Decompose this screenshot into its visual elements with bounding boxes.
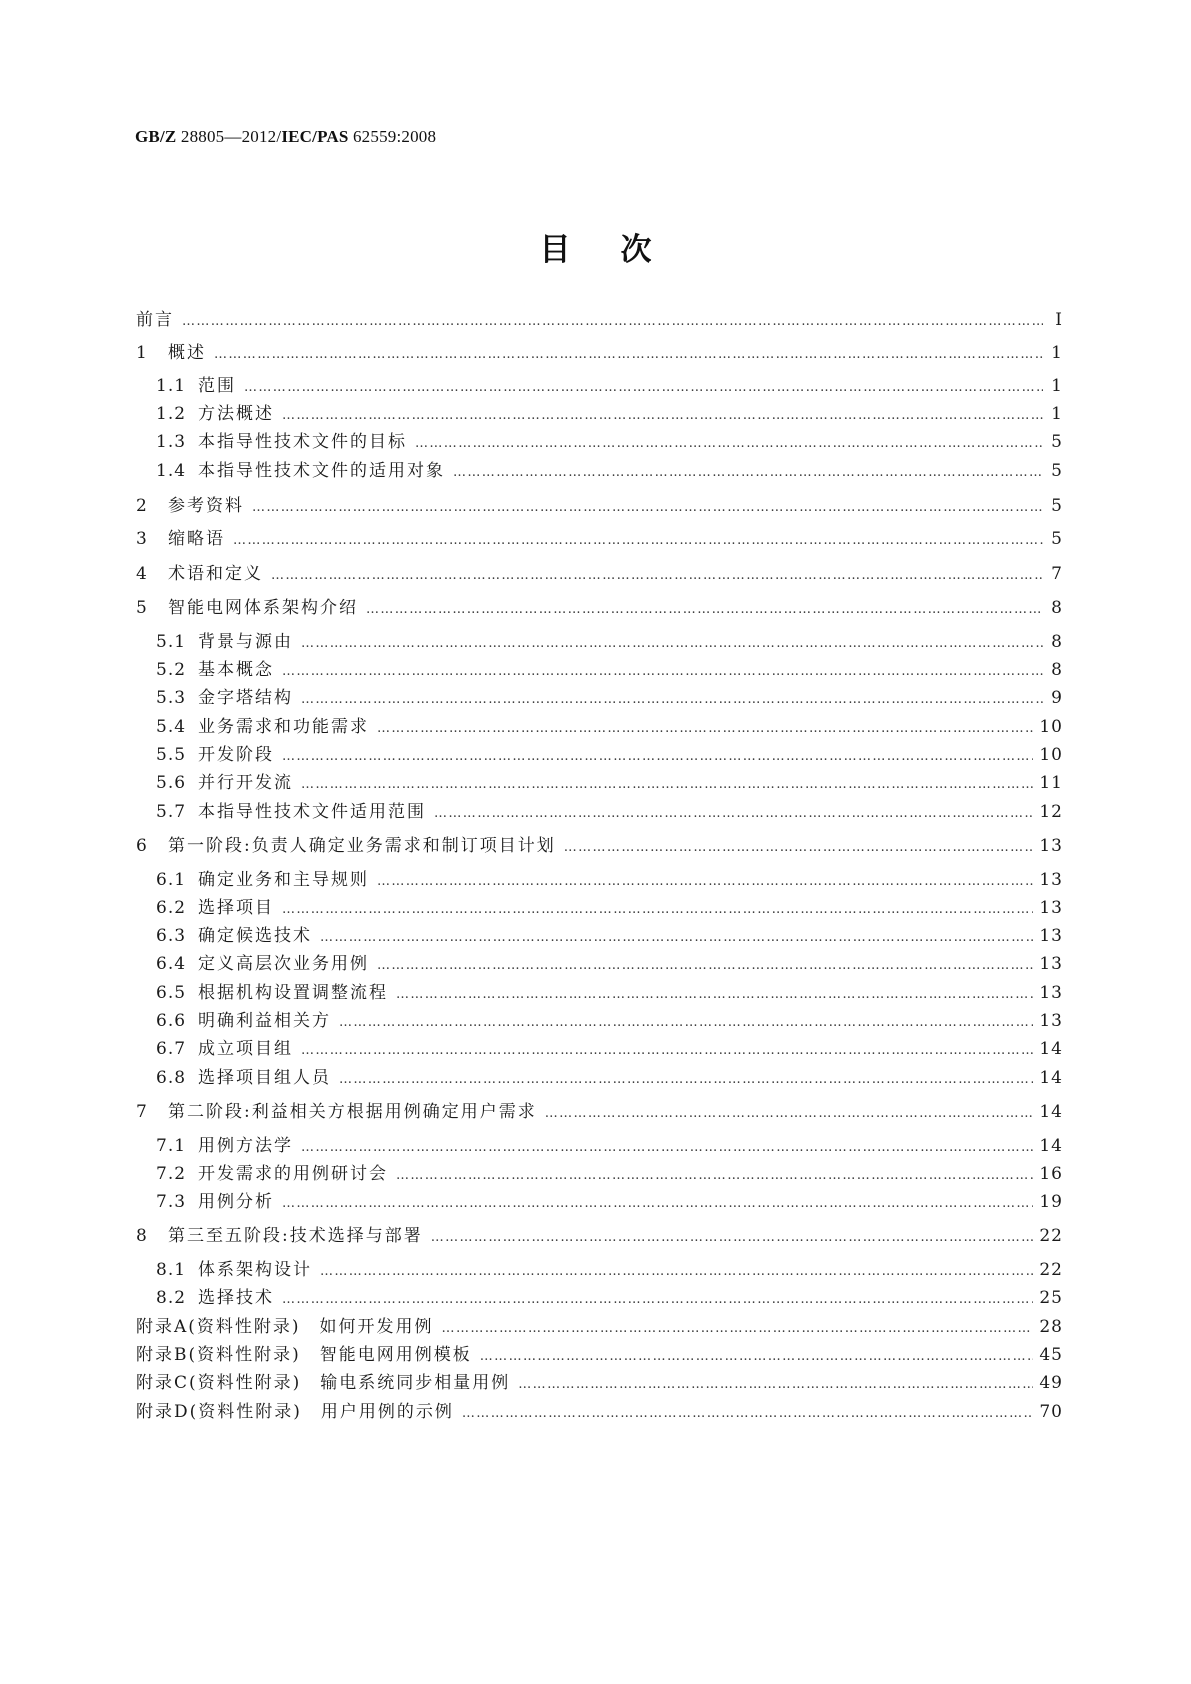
dot-leader [320, 1260, 1033, 1284]
toc-entry-page: 7 [1051, 564, 1063, 584]
toc-entry-number: 5.1 [156, 632, 187, 652]
toc-entry-number: 8 [136, 1226, 148, 1246]
toc-entry[interactable] [136, 1315, 1063, 1339]
toc-entry-title: 本指导性技术文件的适用对象 [198, 461, 445, 481]
toc-entry-page: 10 [1039, 745, 1063, 765]
toc-entry-page: 25 [1039, 1288, 1063, 1308]
dot-leader [301, 688, 1043, 712]
dot-leader [252, 496, 1043, 520]
toc-entry-number: 4 [136, 564, 148, 584]
toc-entry-number: 2 [136, 496, 148, 516]
toc-entry-title: 确定业务和主导规则 [198, 870, 369, 890]
toc-entry[interactable] [136, 1190, 1063, 1214]
toc-entry[interactable] [136, 868, 1063, 892]
dot-leader [415, 432, 1043, 456]
toc-entry-page: 22 [1039, 1260, 1063, 1280]
dot-leader [377, 717, 1033, 741]
toc-entry-title: 根据机构设置调整流程 [198, 983, 388, 1003]
toc-entry[interactable] [136, 527, 1063, 551]
toc-entry-title: 定义高层次业务用例 [198, 954, 369, 974]
toc-entry[interactable] [136, 1100, 1063, 1124]
toc-entry-page: 1 [1051, 343, 1063, 363]
toc-entry-page: 1 [1051, 376, 1063, 396]
toc-entry-number: 7.1 [156, 1136, 187, 1156]
toc-entry[interactable] [136, 1371, 1063, 1395]
toc-entry-page: 5 [1051, 529, 1063, 549]
toc-entry-number: 7 [136, 1102, 148, 1122]
toc-entry-title: 智能电网体系架构介绍 [168, 598, 358, 618]
toc-entry-page: Ⅰ [1055, 310, 1063, 330]
toc-entry-page: 8 [1051, 598, 1063, 618]
toc-entry[interactable] [136, 562, 1063, 586]
toc-entry[interactable] [136, 834, 1063, 858]
dot-leader [518, 1373, 1033, 1397]
dot-leader [462, 1402, 1033, 1426]
toc-entry-page: 5 [1051, 461, 1063, 481]
toc-entry-page: 13 [1039, 983, 1063, 1003]
toc-entry-number: 7.3 [156, 1192, 187, 1212]
toc-entry-title: 附录D(资料性附录) 用户用例的示例 [136, 1402, 454, 1422]
toc-entry-page: 1 [1051, 404, 1063, 424]
toc-entry[interactable] [136, 743, 1063, 767]
doc-code-iec: IEC/PAS [281, 127, 349, 146]
toc-entry-number: 5.5 [156, 745, 187, 765]
toc-entry-number: 8.2 [156, 1288, 187, 1308]
toc-entry-title: 并行开发流 [198, 773, 293, 793]
dot-leader [434, 802, 1033, 826]
page-title [0, 226, 1191, 266]
toc-entry-number: 6 [136, 836, 148, 856]
toc-entry-title: 金字塔结构 [198, 688, 293, 708]
dot-leader [339, 1011, 1033, 1035]
dot-leader [480, 1345, 1034, 1369]
toc-entry[interactable] [136, 308, 1063, 332]
toc-entry-number: 5 [136, 598, 148, 618]
toc-entry-page: 10 [1039, 717, 1063, 737]
toc-entry-page: 22 [1039, 1226, 1063, 1246]
toc-entry[interactable] [136, 896, 1063, 920]
toc-entry-number: 6.7 [156, 1039, 187, 1059]
toc-entry-title: 本指导性技术文件的目标 [198, 432, 407, 452]
toc-entry-title: 第一阶段:负责人确定业务需求和制订项目计划 [168, 836, 556, 856]
toc-entry-number: 5.6 [156, 773, 187, 793]
toc-entry-page: 49 [1039, 1373, 1063, 1393]
toc-entry-number: 7.2 [156, 1164, 187, 1184]
toc-entry-title: 开发需求的用例研讨会 [198, 1164, 388, 1184]
dot-leader [282, 404, 1043, 428]
toc-entry-number: 6.3 [156, 926, 187, 946]
toc-entry-page: 13 [1039, 926, 1063, 946]
dot-leader [339, 1068, 1033, 1092]
toc-entry-title: 范围 [198, 376, 236, 396]
toc-entry-number: 6.8 [156, 1068, 187, 1088]
toc-entry[interactable] [136, 430, 1063, 454]
toc-entry-number: 8.1 [156, 1260, 187, 1280]
toc-entry-number: 6.6 [156, 1011, 187, 1031]
dot-leader [271, 564, 1043, 588]
toc-entry-title: 体系架构设计 [198, 1260, 312, 1280]
toc-entry-title: 背景与源由 [198, 632, 293, 652]
dot-leader [453, 461, 1043, 485]
toc-entry-number: 5.4 [156, 717, 187, 737]
toc-entry-page: 11 [1039, 773, 1063, 793]
toc-entry[interactable] [136, 494, 1063, 518]
toc-entry-number: 1.3 [156, 432, 187, 452]
toc-entry-page: 13 [1039, 954, 1063, 974]
toc-entry-title: 选择技术 [198, 1288, 274, 1308]
toc-entry-title: 明确利益相关方 [198, 1011, 331, 1031]
toc-entry-number: 1.4 [156, 461, 187, 481]
toc-entry-page: 12 [1039, 802, 1063, 822]
dot-leader [301, 1136, 1033, 1160]
toc-entry-page: 8 [1051, 660, 1063, 680]
dot-leader [282, 660, 1043, 684]
toc-entry-title: 附录C(资料性附录) 输电系统同步相量用例 [136, 1373, 511, 1393]
toc-entry[interactable] [136, 658, 1063, 682]
dot-leader [233, 529, 1043, 553]
doc-code-iec-number: 62559:2008 [348, 127, 437, 146]
toc-entry-title: 方法概述 [198, 404, 274, 424]
toc-entry[interactable] [136, 402, 1063, 426]
toc-entry-title: 附录B(资料性附录) 智能电网用例模板 [136, 1345, 472, 1365]
toc-entry[interactable] [136, 981, 1063, 1005]
toc-entry-page: 5 [1051, 496, 1063, 516]
toc-entry-number: 5.3 [156, 688, 187, 708]
dot-leader [282, 898, 1033, 922]
toc-entry[interactable] [136, 1134, 1063, 1158]
toc-entry[interactable] [136, 459, 1063, 483]
toc-entry-page: 19 [1039, 1192, 1063, 1212]
toc-entry[interactable] [136, 1162, 1063, 1186]
toc-entry[interactable] [136, 1286, 1063, 1310]
doc-code-number: 28805—2012/ [176, 127, 282, 146]
toc-entry[interactable] [136, 800, 1063, 824]
toc-entry[interactable] [136, 1400, 1063, 1424]
toc-entry[interactable] [136, 771, 1063, 795]
toc-entry[interactable] [136, 686, 1063, 710]
toc-entry-page: 14 [1039, 1068, 1063, 1088]
toc-entry-title: 用例方法学 [198, 1136, 293, 1156]
toc-entry-number: 1.1 [156, 376, 187, 396]
toc-entry-number: 6.4 [156, 954, 187, 974]
toc-entry-page: 45 [1039, 1345, 1063, 1365]
dot-leader [320, 926, 1033, 950]
toc-entry-page: 13 [1039, 1011, 1063, 1031]
toc-entry-page: 14 [1039, 1136, 1063, 1156]
toc-entry-page: 13 [1039, 836, 1063, 856]
toc-entry-number: 5.2 [156, 660, 187, 680]
toc-entry[interactable] [136, 924, 1063, 948]
dot-leader [545, 1102, 1034, 1126]
toc-entry[interactable] [136, 1258, 1063, 1282]
toc-entry-number: 3 [136, 529, 148, 549]
toc-entry-title: 前言 [136, 310, 174, 330]
toc-entry-number: 5.7 [156, 802, 187, 822]
document-code [135, 127, 436, 147]
toc-entry-title: 本指导性技术文件适用范围 [198, 802, 426, 822]
toc-entry-page: 13 [1039, 870, 1063, 890]
dot-leader [442, 1317, 1034, 1341]
toc-entry-title: 术语和定义 [168, 564, 263, 584]
toc-entry-title: 成立项目组 [198, 1039, 293, 1059]
toc-entry-page: 16 [1039, 1164, 1063, 1184]
doc-code-prefix: GB/Z [135, 127, 177, 146]
toc-entry-page: 5 [1051, 432, 1063, 452]
toc-entry-title: 第二阶段:利益相关方根据用例确定用户需求 [168, 1102, 537, 1122]
dot-leader [301, 773, 1033, 797]
toc-entry-page: 8 [1051, 632, 1063, 652]
dot-leader [377, 870, 1033, 894]
toc-entry[interactable] [136, 952, 1063, 976]
toc-entry[interactable] [136, 1066, 1063, 1090]
toc-entry[interactable] [136, 1343, 1063, 1367]
toc-entry-title: 基本概念 [198, 660, 274, 680]
toc-entry-title: 缩略语 [168, 529, 225, 549]
toc-entry[interactable] [136, 1009, 1063, 1033]
dot-leader [182, 310, 1043, 334]
toc-entry-number: 1.2 [156, 404, 187, 424]
toc-entry[interactable] [136, 715, 1063, 739]
toc-entry[interactable] [136, 341, 1063, 365]
toc-entry-page: 13 [1039, 898, 1063, 918]
toc-entry-page: 14 [1039, 1039, 1063, 1059]
dot-leader [282, 1192, 1033, 1216]
dot-leader [377, 954, 1033, 978]
toc-entry-page: 9 [1051, 688, 1063, 708]
toc-entry-number: 6.5 [156, 983, 187, 1003]
toc-entry-title: 第三至五阶段:技术选择与部署 [168, 1226, 423, 1246]
toc-entry-title: 用例分析 [198, 1192, 274, 1212]
toc-entry[interactable] [136, 1037, 1063, 1061]
dot-leader [564, 836, 1034, 860]
toc-entry-number: 1 [136, 343, 148, 363]
toc-entry-page: 28 [1039, 1317, 1063, 1337]
dot-leader [431, 1226, 1034, 1250]
toc-entry[interactable] [136, 374, 1063, 398]
dot-leader [396, 983, 1033, 1007]
toc-entry[interactable] [136, 1224, 1063, 1248]
dot-leader [366, 598, 1043, 622]
toc-entry[interactable] [136, 596, 1063, 620]
toc-entry-title: 附录A(资料性附录) 如何开发用例 [136, 1317, 434, 1337]
dot-leader [214, 343, 1043, 367]
toc-entry[interactable] [136, 630, 1063, 654]
toc-entry-number: 6.1 [156, 870, 187, 890]
toc-entry-title: 概述 [168, 343, 206, 363]
toc-entry-title: 业务需求和功能需求 [198, 717, 369, 737]
toc-entry-page: 70 [1039, 1402, 1063, 1422]
dot-leader [396, 1164, 1033, 1188]
dot-leader [301, 632, 1043, 656]
toc-entry-title: 参考资料 [168, 496, 244, 516]
toc-entry-title: 选择项目 [198, 898, 274, 918]
toc-entry-number: 6.2 [156, 898, 187, 918]
toc-entry-title: 选择项目组人员 [198, 1068, 331, 1088]
dot-leader [282, 745, 1033, 769]
toc-entry-title: 开发阶段 [198, 745, 274, 765]
dot-leader [244, 376, 1043, 400]
toc-entry-page: 14 [1039, 1102, 1063, 1122]
dot-leader [282, 1288, 1033, 1312]
toc-entry-title: 确定候选技术 [198, 926, 312, 946]
title-char-2: 次 [620, 231, 652, 268]
dot-leader [301, 1039, 1033, 1063]
title-char-1: 目 [539, 231, 571, 268]
